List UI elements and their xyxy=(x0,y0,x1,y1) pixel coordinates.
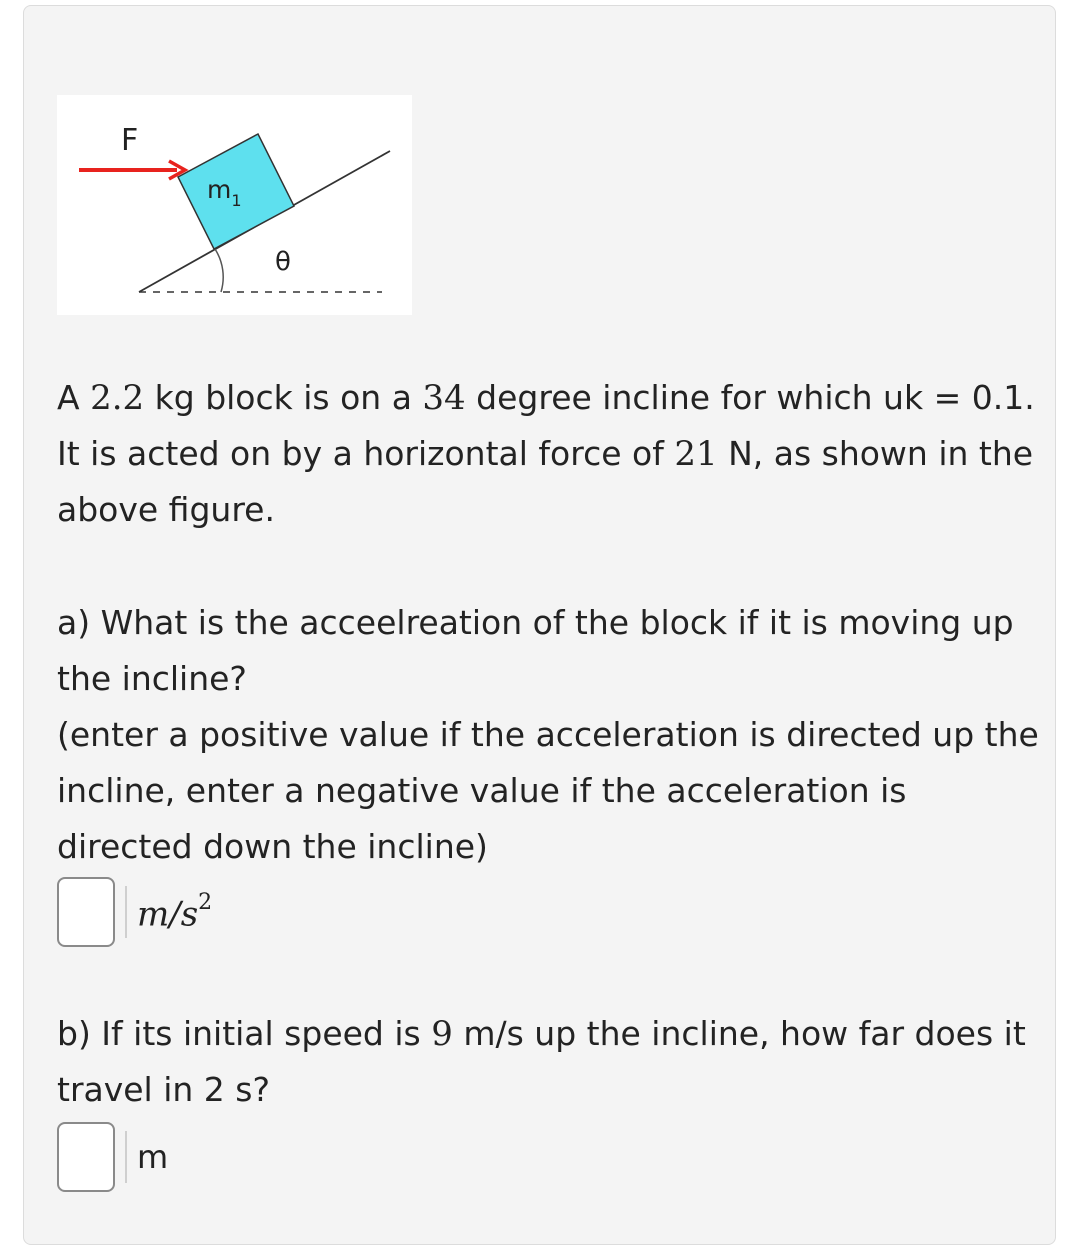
part-a-instruction: (enter a positive value if the acceleration is directed up the incline, enter a negative value if the acceleration is directed down the incline) xyxy=(57,715,1039,866)
problem-statement: A 2.2 kg block is on a 34 degree incline for which uk = 0.1. It is acted on by a horizontal force of 21 N, as shown in the above figure. xyxy=(57,378,1035,529)
part-a-answer-row xyxy=(57,875,212,949)
part-a-prompt: a) What is the acceelreation of the block if it is moving up the incline? xyxy=(57,603,1014,698)
incline-figure xyxy=(57,95,412,315)
angle-label: θ xyxy=(275,247,291,277)
part-a-answer-input[interactable] xyxy=(57,877,115,947)
speed-value: 9 xyxy=(431,1014,453,1054)
part-a-unit: $m/s^2$ xyxy=(137,889,213,935)
angle-arc xyxy=(215,249,223,292)
part-b-answer-input[interactable] xyxy=(57,1122,115,1192)
part-b-question: b) If its initial speed is 9 m/s up the incline, how far does it travel in 2 s? xyxy=(57,1014,1026,1109)
unit-divider xyxy=(125,886,127,938)
unit-divider xyxy=(125,1131,127,1183)
mass-value: 2.2 xyxy=(90,378,145,418)
force-value: 21 xyxy=(674,434,718,474)
force-label: F xyxy=(121,123,139,158)
incline-diagram xyxy=(57,95,412,315)
part-b-unit: m xyxy=(137,1138,169,1176)
part-a-question xyxy=(57,595,1047,875)
mass-label: $m_1$ xyxy=(207,175,242,210)
angle-value: 34 xyxy=(422,378,466,418)
part-b-answer-row xyxy=(57,1120,168,1194)
